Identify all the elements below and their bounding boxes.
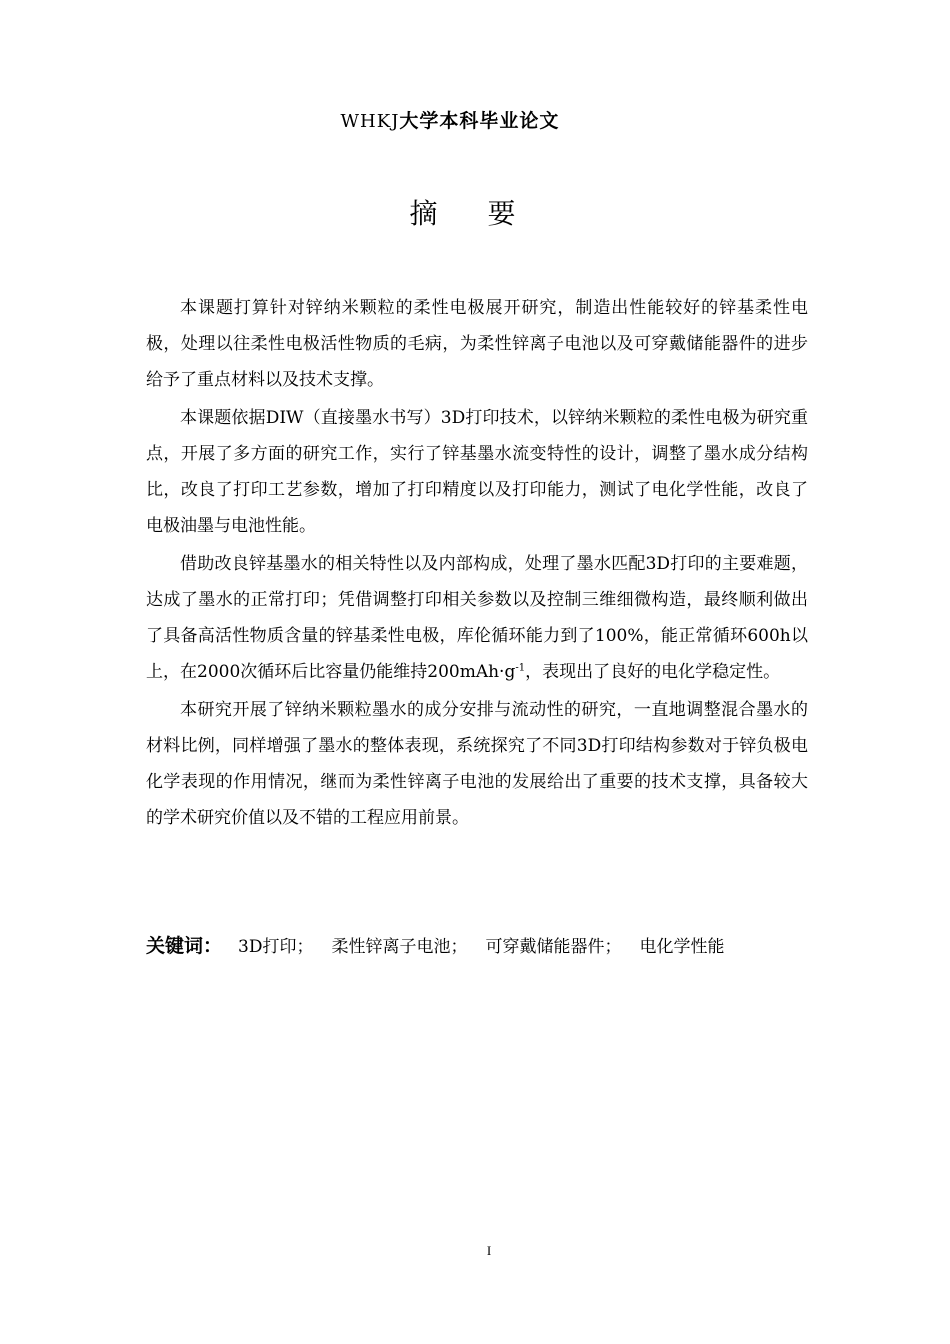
keywords-label: 关键词： <box>146 935 223 957</box>
paragraph-3-text-end: ，表现出了良好的电化学稳定性。 <box>525 662 781 682</box>
abstract-paragraph-2: 本课题依据DIW（直接墨水书写）3D打印技术，以锌纳米颗粒的柔性电极为研究重点，开展了多方面的研究工作，实行了锌基墨水流变特性的设计，调整了墨水成分结构比，改良了打印工艺参数，增加了打印精度以及打印能力，测试了电化学性能，改良了电极油墨与电池性能。 <box>146 408 808 536</box>
abstract-body <box>146 290 808 838</box>
unit-superscript: -1 <box>515 662 526 674</box>
abstract-paragraph-4: 本研究开展了锌纳米颗粒墨水的成分安排与流动性的研究，一直地调整混合墨水的材料比例，同样增强了墨水的整体表现，系统探究了不同3D打印结构参数对于锌负极电化学表现的作用情况，继而为柔性锌离子电池的发展给出了重要的技术支撑，具备较大的学术研究价值以及不错的工程应用前景。 <box>146 700 808 828</box>
header-school-code: WHKJ <box>340 111 400 132</box>
keyword-item: 电化学性能 <box>639 937 725 957</box>
abstract-paragraph-3 <box>146 546 808 690</box>
page-number: I <box>486 1243 492 1258</box>
header-thesis-label: 大学本科毕业论文 <box>399 110 560 132</box>
running-header <box>0 106 900 133</box>
keywords-line <box>146 931 826 962</box>
abstract-title: 摘要 <box>409 197 566 230</box>
keyword-item: 3D打印； <box>238 937 314 957</box>
keyword-item: 可穿戴储能器件； <box>485 937 622 957</box>
abstract-paragraph-1: 本课题打算针对锌纳米颗粒的柔性电极展开研究，制造出性能较好的锌基柔性电极，处理以往柔性电极活性物质的毛病，为柔性锌离子电池以及可穿戴储能器件的进步给予了重点材料以及技术支撑。 <box>146 298 808 390</box>
keyword-item: 柔性锌离子电池； <box>331 937 468 957</box>
paragraph-3-text: 借助改良锌基墨水的相关特性以及内部构成，处理了墨水匹配3D打印的主要难题，达成了墨水的正常打印；凭借调整打印相关参数以及控制三维细微构造，最终顺利做出了具备高活性物质含量的锌基柔性电极，库伦循环能力到了100%，能正常循环600h以上，在2000次循环后比容量仍能维持200mAh·g <box>146 554 808 682</box>
